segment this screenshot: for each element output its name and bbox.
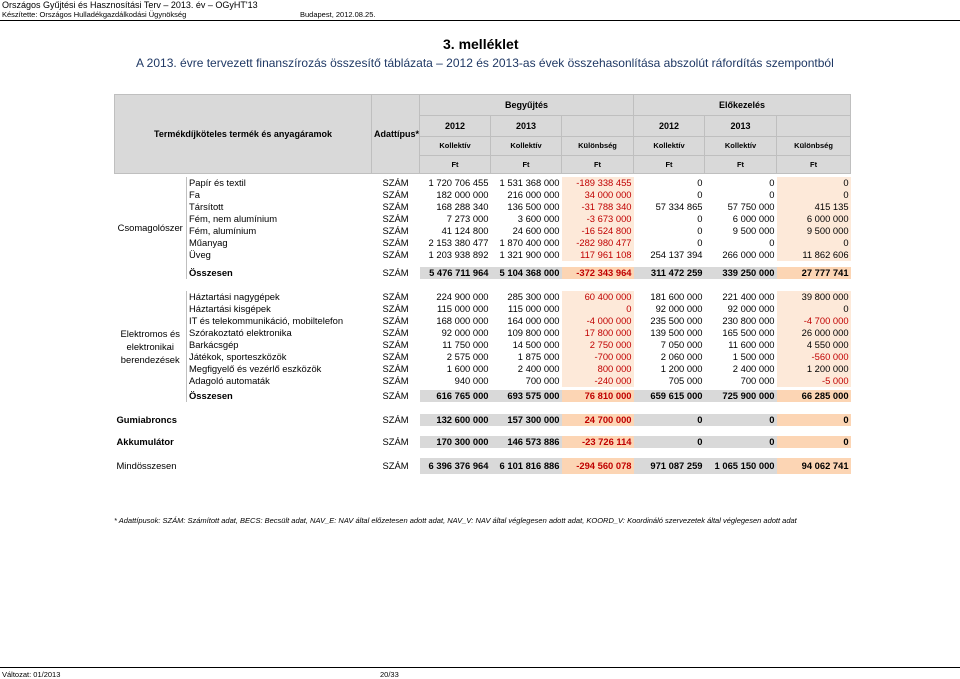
row-datatype: SZÁM (382, 237, 409, 248)
value-t13: 700 000 (740, 375, 775, 386)
value-t13: 0 (705, 436, 777, 448)
table-row (115, 375, 851, 387)
doc-header-date: Budapest, 2012.08.25. (300, 10, 376, 19)
footer-page-number: 20/33 (380, 670, 399, 679)
value-c12: 132 600 000 (420, 414, 491, 426)
value-t13: 92 000 000 (727, 303, 775, 314)
unit-c12: Ft (420, 156, 491, 174)
value-c12: 1 203 938 892 (428, 249, 489, 260)
value-c12: 224 900 000 (436, 291, 489, 302)
row-name: Papír és textil (189, 177, 246, 188)
value-td: 94 062 741 (777, 458, 851, 474)
row-name: Háztartási nagygépek (189, 291, 280, 302)
unit-c13: Ft (491, 156, 562, 174)
spacer-row (115, 402, 851, 414)
value-cd: -282 980 477 (562, 237, 634, 249)
value-cd: -31 788 340 (562, 201, 634, 213)
blank-treatment (777, 116, 851, 137)
row-name: Műanyag (189, 237, 228, 248)
value-c12: 1 720 706 455 (428, 177, 489, 188)
electronics-section (115, 291, 851, 414)
unit-t13: Ft (705, 156, 777, 174)
row-datatype: SZÁM (382, 414, 409, 425)
value-c13: 136 500 000 (507, 201, 560, 212)
spacer-row (115, 279, 851, 291)
row-datatype: SZÁM (382, 225, 409, 236)
row-name: Adagoló automaták (189, 375, 270, 386)
footnote: * Adattípusok: SZÁM: Számított adat, BECS: Becsült adat, NAV_E: NAV által előzetesen adott adat, NAV_V: NAV által véglegesen adott adat, KOORD_V: Koordináló szervezetek által véglegesen adott adat (114, 516, 797, 525)
value-t13: 230 800 000 (722, 315, 775, 326)
value-c13: 1 321 900 000 (499, 249, 560, 260)
value-t12: 0 (634, 414, 705, 426)
table-row (115, 303, 851, 315)
value-c12: 115 000 000 (437, 303, 489, 314)
treatment-header: Előkezelés (634, 95, 851, 116)
year-2012-collection: 2012 (420, 116, 491, 137)
row-name: Üveg (189, 249, 211, 260)
table-row (115, 213, 851, 225)
value-c13: 109 800 000 (507, 327, 560, 338)
datatype-header: Adattípus* (372, 95, 420, 174)
unit-cd: Ft (562, 156, 634, 174)
value-c13: 146 573 886 (491, 436, 562, 448)
value-c12: 7 273 000 (446, 213, 489, 224)
packaging-total-row (115, 267, 851, 279)
value-c13: 157 300 000 (491, 414, 562, 426)
unit-td: Ft (777, 156, 851, 174)
value-c13: 115 000 000 (508, 303, 560, 314)
table-row (115, 291, 851, 303)
value-c13: 24 600 000 (512, 225, 560, 236)
row-name: Megfigyelő és vezérlő eszközök (189, 363, 322, 374)
value-td: 0 (777, 189, 851, 201)
value-cd: 76 810 000 (562, 390, 634, 402)
value-t13: 2 400 000 (732, 363, 775, 374)
value-td: 9 500 000 (777, 225, 851, 237)
value-t13: 165 500 000 (722, 327, 775, 338)
electronics-label-line: Elektromos és (120, 328, 180, 339)
value-c12: 5 476 711 964 (420, 267, 491, 279)
value-c13: 285 300 000 (507, 291, 560, 302)
year-2013-collection: 2013 (491, 116, 562, 137)
value-c13: 5 104 368 000 (491, 267, 562, 279)
value-c13: 693 575 000 (491, 390, 562, 402)
value-td: 6 000 000 (777, 213, 851, 225)
row-name: Fa (189, 189, 200, 200)
row-name: Barkácsgép (189, 339, 239, 350)
value-c12: 41 124 800 (441, 225, 489, 236)
value-t13: 1 500 000 (732, 351, 775, 362)
value-t13: 221 400 000 (722, 291, 775, 302)
row-datatype: SZÁM (382, 213, 409, 224)
value-td: -560 000 (777, 351, 851, 363)
value-c12: 170 300 000 (420, 436, 491, 448)
value-td: 415 135 (777, 201, 851, 213)
kollektiv-t13: Kollektív (705, 137, 777, 156)
value-t13: 266 000 000 (722, 249, 775, 260)
header-row-groups (115, 95, 851, 116)
value-t12: 971 087 259 (634, 458, 705, 474)
value-cd: -3 673 000 (562, 213, 634, 225)
kulonbseg-c: Különbség (562, 137, 634, 156)
value-cd: 34 000 000 (562, 189, 634, 201)
table-row (115, 237, 851, 249)
unit-t12: Ft (634, 156, 705, 174)
value-c13: 14 500 000 (512, 339, 560, 350)
value-t13: 725 900 000 (705, 390, 777, 402)
table-row (115, 351, 851, 363)
row-datatype: SZÁM (382, 339, 409, 350)
value-c12: 616 765 000 (420, 390, 491, 402)
value-c13: 2 400 000 (517, 363, 560, 374)
value-cd: 117 961 108 (562, 249, 634, 261)
spacer-cell (115, 279, 851, 291)
value-cd: 800 000 (562, 363, 634, 375)
value-cd: 2 750 000 (562, 339, 634, 351)
table-row (115, 225, 851, 237)
value-td: 66 285 000 (777, 390, 851, 402)
value-t12: 659 615 000 (634, 390, 705, 402)
table-row (115, 177, 851, 189)
spacer-cell (115, 448, 851, 458)
value-cd: 60 400 000 (562, 291, 634, 303)
value-c12: 2 153 380 477 (428, 237, 489, 248)
row-datatype: SZÁM (382, 303, 409, 314)
value-td: 0 (777, 237, 851, 249)
row-name: Fém, nem alumínium (189, 213, 278, 224)
value-t12: 57 334 865 (655, 201, 703, 212)
other-section (115, 414, 851, 474)
row-datatype: SZÁM (382, 177, 409, 188)
value-c12: 182 000 000 (436, 189, 489, 200)
value-td: 0 (777, 177, 851, 189)
row-datatype: SZÁM (382, 249, 409, 260)
electronics-label-line: elektronikai (126, 341, 174, 352)
kollektiv-c13: Kollektív (491, 137, 562, 156)
row-datatype: SZÁM (382, 267, 409, 278)
spacer-row (115, 448, 851, 458)
row-name: Akkumulátor (116, 436, 174, 447)
value-t12: 254 137 394 (650, 249, 703, 260)
row-datatype: SZÁM (382, 460, 409, 471)
value-td: 0 (777, 436, 851, 448)
value-c12: 92 000 000 (441, 327, 489, 338)
value-t12: 7 050 000 (660, 339, 703, 350)
page-subtitle: A 2013. évre tervezett finanszírozás összesítő táblázata – 2012 és 2013-as évek összehasonlítása abszolút ráfordítás szempontból (136, 56, 834, 70)
value-t12: 92 000 000 (655, 303, 703, 314)
value-t12: 139 500 000 (650, 327, 703, 338)
value-c12: 168 000 000 (436, 315, 489, 326)
row-name: Gumiabroncs (116, 414, 177, 425)
value-t13: 11 600 000 (728, 339, 775, 350)
doc-header-title: Országos Gyűjtési és Hasznosítási Terv – 2013. év – OGyHT'13 (2, 0, 258, 10)
product-header: Termékdíjköteles termék és anyagáramok (115, 95, 372, 174)
value-cd: -4 000 000 (562, 315, 634, 327)
value-td: 39 800 000 (777, 291, 851, 303)
table-row (115, 189, 851, 201)
value-td: 0 (777, 303, 851, 315)
value-t13: 1 065 150 000 (705, 458, 777, 474)
value-c12: 1 600 000 (446, 363, 489, 374)
value-t13: 0 (769, 237, 775, 248)
packaging-section (115, 174, 851, 292)
packaging-group-label: Csomagolószer (115, 177, 187, 279)
value-c13: 1 870 400 000 (499, 237, 560, 248)
table-row (115, 249, 851, 261)
value-t12: 0 (634, 436, 705, 448)
footer-rule (0, 667, 960, 668)
value-t13: 0 (705, 414, 777, 426)
value-cd: -16 524 800 (562, 225, 634, 237)
value-t13: 339 250 000 (705, 267, 777, 279)
financing-table (114, 94, 851, 474)
page-title: 3. melléklet (443, 36, 519, 52)
row-name: Összesen (189, 390, 233, 401)
value-t12: 0 (697, 177, 703, 188)
spacer-cell (115, 402, 851, 414)
spacer-cell (115, 426, 851, 436)
value-c13: 1 531 368 000 (499, 177, 560, 188)
row-name: Társított (189, 201, 224, 212)
value-td: 27 777 741 (777, 267, 851, 279)
row-datatype: SZÁM (382, 375, 409, 386)
value-td: 26 000 000 (777, 327, 851, 339)
value-t12: 0 (697, 237, 703, 248)
value-t12: 181 600 000 (650, 291, 703, 302)
row-datatype: SZÁM (382, 327, 409, 338)
value-td: 11 862 606 (777, 249, 851, 261)
row-datatype: SZÁM (382, 351, 409, 362)
value-c12: 11 750 000 (442, 339, 489, 350)
tyres-row (115, 414, 851, 426)
row-name: Játékok, sporteszközök (189, 351, 287, 362)
table-row (115, 363, 851, 375)
value-c12: 168 288 340 (436, 201, 489, 212)
value-c13: 700 000 (525, 375, 560, 386)
value-cd: 24 700 000 (562, 414, 634, 426)
row-datatype: SZÁM (382, 189, 409, 200)
header-rule (0, 20, 960, 21)
table-row (115, 339, 851, 351)
value-td: 0 (777, 414, 851, 426)
value-t12: 2 060 000 (660, 351, 703, 362)
value-c13: 216 000 000 (507, 189, 560, 200)
value-c13: 164 000 000 (507, 315, 560, 326)
row-datatype: SZÁM (382, 291, 409, 302)
blank-collection (562, 116, 634, 137)
electronics-group-label (115, 291, 187, 402)
value-t13: 6 000 000 (732, 213, 775, 224)
footer-version: Változat: 01/2013 (2, 670, 61, 679)
value-c13: 3 600 000 (517, 213, 560, 224)
table-row (115, 315, 851, 327)
year-2013-treatment: 2013 (705, 116, 777, 137)
kollektiv-t12: Kollektív (634, 137, 705, 156)
row-datatype: SZÁM (382, 201, 409, 212)
row-name: Fém, alumínium (189, 225, 257, 236)
value-c13: 6 101 816 886 (491, 458, 562, 474)
value-c13: 1 875 000 (517, 351, 560, 362)
value-td: 1 200 000 (777, 363, 851, 375)
year-2012-treatment: 2012 (634, 116, 705, 137)
grand-total-row (115, 458, 851, 474)
value-t13: 0 (769, 177, 775, 188)
row-name: Háztartási kisgépek (189, 303, 271, 314)
value-t12: 0 (697, 213, 703, 224)
row-name: Összesen (189, 267, 233, 278)
value-cd: -294 560 078 (562, 458, 634, 474)
value-t12: 235 500 000 (650, 315, 703, 326)
table-row (115, 327, 851, 339)
value-td: 4 550 000 (777, 339, 851, 351)
electronics-total-row (115, 390, 851, 402)
value-t12: 0 (697, 225, 703, 236)
kollektiv-c12: Kollektív (420, 137, 491, 156)
table-row (115, 201, 851, 213)
value-cd: -700 000 (562, 351, 634, 363)
row-name: IT és telekommunikáció, mobiltelefon (189, 315, 344, 326)
electronics-label-line: berendezések (120, 354, 180, 365)
value-cd: 17 800 000 (562, 327, 634, 339)
value-cd: -240 000 (562, 375, 634, 387)
value-t13: 57 750 000 (727, 201, 775, 212)
value-cd: -372 343 964 (562, 267, 634, 279)
value-t13: 9 500 000 (732, 225, 775, 236)
value-t12: 0 (697, 189, 703, 200)
row-name: Szórakoztató elektronika (189, 327, 292, 338)
value-td: -5 000 (777, 375, 851, 387)
spacer-row (115, 426, 851, 436)
value-t12: 311 472 259 (634, 267, 705, 279)
value-t13: 0 (769, 189, 775, 200)
doc-header-author: Készítette: Országos Hulladékgazdálkodási Ügynökség (2, 10, 187, 19)
collection-header: Begyűjtés (420, 95, 634, 116)
value-td: -4 700 000 (777, 315, 851, 327)
row-name: Mindösszesen (116, 460, 177, 471)
row-datatype: SZÁM (382, 436, 409, 447)
value-cd: 0 (562, 303, 634, 315)
row-datatype: SZÁM (382, 315, 409, 326)
value-t12: 705 000 (668, 375, 703, 386)
value-cd: -189 338 455 (562, 177, 634, 189)
value-cd: -23 726 114 (562, 436, 634, 448)
value-c12: 940 000 (454, 375, 489, 386)
value-c12: 6 396 376 964 (420, 458, 491, 474)
batteries-row (115, 436, 851, 448)
row-datatype: SZÁM (382, 390, 409, 401)
value-t12: 1 200 000 (660, 363, 703, 374)
value-c12: 2 575 000 (446, 351, 489, 362)
kulonbseg-t: Különbség (777, 137, 851, 156)
row-datatype: SZÁM (382, 363, 409, 374)
